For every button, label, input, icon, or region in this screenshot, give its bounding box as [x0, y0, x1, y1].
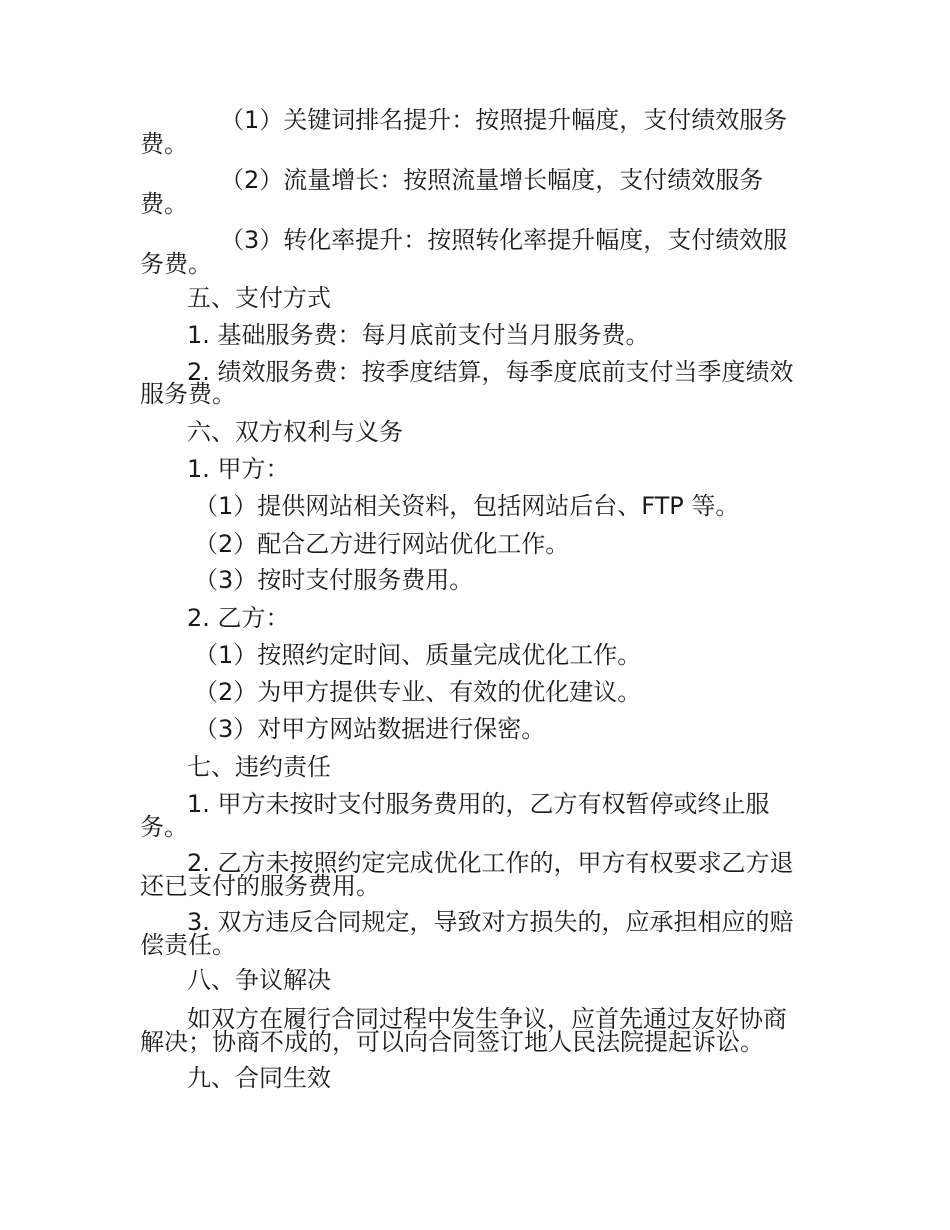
section-heading: 六、双方权利与义务 — [187, 418, 403, 446]
text-line: 2. 乙方未按照约定完成优化工作的，甲方有权要求乙方退 — [187, 849, 794, 877]
text-line: 服务费。 — [140, 380, 236, 408]
text-line: 费。 — [140, 190, 188, 218]
text-line: 如双方在履行合同过程中发生争议，应首先通过友好协商 — [187, 1005, 787, 1033]
text-line: 费。 — [140, 130, 188, 158]
text-line: 2. 乙方： — [187, 604, 290, 632]
text-line: 1. 甲方： — [187, 455, 290, 483]
text-line: 3. 双方违反合同规定，导致对方损失的，应承担相应的赔 — [187, 908, 794, 936]
text-line: （2）配合乙方进行网站优化工作。 — [194, 530, 570, 558]
text-line: 务费。 — [140, 250, 212, 278]
text-line: 务。 — [140, 813, 188, 841]
text-line: 1. 基础服务费：每月底前支付当月服务费。 — [187, 321, 650, 349]
section-heading: 八、争议解决 — [187, 966, 331, 994]
text-line: 还已支付的服务费用。 — [140, 872, 380, 900]
text-line: （1）按照约定时间、质量完成优化工作。 — [194, 641, 642, 669]
text-line: （2）为甲方提供专业、有效的优化建议。 — [194, 678, 642, 706]
text-line: （1）提供网站相关资料，包括网站后台、FTP 等。 — [194, 492, 740, 520]
text-line: （3）对甲方网站数据进行保密。 — [194, 715, 546, 743]
text-line: 偿责任。 — [140, 931, 236, 959]
text-line: （3）按时支付服务费用。 — [194, 566, 474, 594]
text-line: （3）转化率提升：按照转化率提升幅度，支付绩效服 — [220, 226, 788, 254]
text-line: （2）流量增长：按照流量增长幅度，支付绩效服务 — [220, 166, 764, 194]
section-heading: 七、违约责任 — [187, 753, 331, 781]
section-heading: 五、支付方式 — [187, 284, 331, 312]
text-line: 解决；协商不成的，可以向合同签订地人民法院提起诉讼。 — [140, 1028, 764, 1056]
text-line: 2. 绩效服务费：按季度结算，每季度底前支付当季度绩效 — [187, 358, 794, 386]
text-line: 1. 甲方未按时支付服务费用的，乙方有权暂停或终止服 — [187, 790, 770, 818]
section-heading: 九、合同生效 — [187, 1064, 331, 1092]
text-line: （1）关键词排名提升：按照提升幅度，支付绩效服务 — [220, 106, 788, 134]
